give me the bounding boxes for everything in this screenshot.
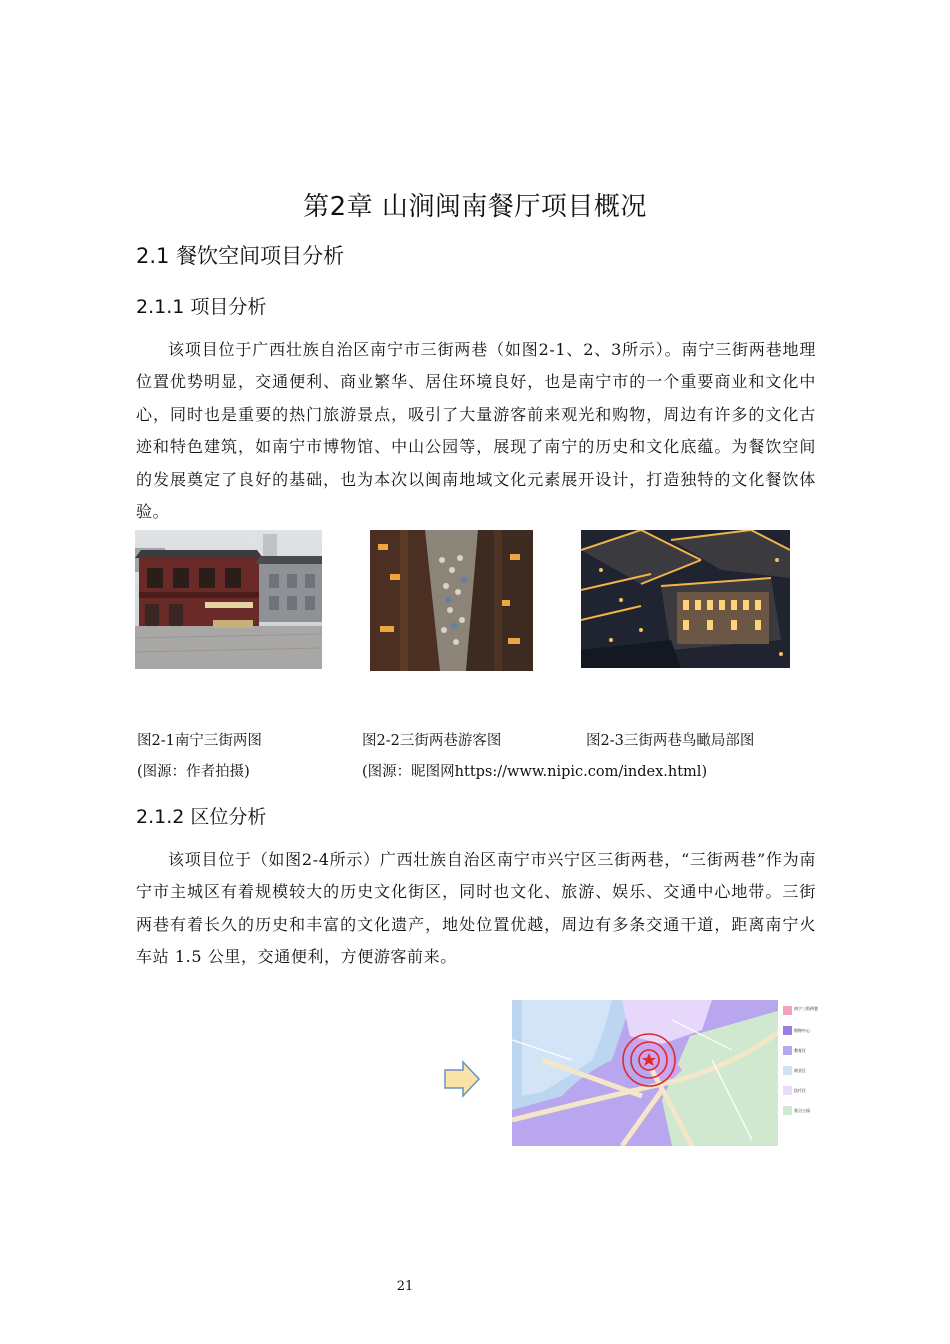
figure-caption-2-2: 图2-2三街两巷游客图 — [362, 733, 502, 749]
section-heading-2-1-2: 2.1.2 区位分析 — [136, 806, 267, 828]
legend-label: 教育区 — [794, 1048, 806, 1053]
section-heading-2-1: 2.1 餐饮空间项目分析 — [136, 244, 345, 268]
legend-label: 南宁三街两巷 — [794, 1006, 818, 1011]
arrow-right-icon — [443, 1060, 481, 1098]
photo-aerial-night — [581, 530, 790, 668]
location-map — [512, 1000, 781, 1146]
legend-label: 购物中心 — [794, 1028, 810, 1033]
figure-caption-2-3: 图2-3三街两巷鸟瞰局部图 — [586, 733, 755, 749]
paragraph-location-analysis: 该项目位于（如图2-4所示）广西壮族自治区南宁市兴宁区三街两巷，“三街两巷”作为南宁市主城区有着规模较大的历史文化街区，同时也文化、旅游、娱乐、交通中心地带。三街两巷有着长久的历史和丰富的文化遗产，地处位置优越，周边有多条交通干道，距离南宁火车站 1.5 公里，交通便利，方便游客前来。 — [136, 850, 816, 967]
figure-caption-2-1: 图2-1南宁三街两图 — [137, 733, 262, 749]
photo-sanjie-building — [135, 530, 322, 669]
figure-source-2: (图源：昵图网https://www.nipic.com/index.html) — [362, 764, 708, 780]
legend-label: 医疗区 — [794, 1088, 806, 1093]
section-heading-2-1-1: 2.1.1 项目分析 — [136, 296, 267, 318]
chapter-title: 第2章 山涧闽南餐厅项目概况 — [303, 192, 647, 222]
map-legend — [781, 1006, 825, 1120]
photo-tourist-street — [370, 530, 533, 671]
legend-label: 商业区 — [794, 1068, 806, 1073]
figure-source-1: (图源：作者拍摄) — [137, 764, 250, 780]
page-number: 21 — [396, 1279, 414, 1294]
legend-label: 景点公园 — [794, 1108, 810, 1113]
paragraph-project-analysis: 该项目位于广西壮族自治区南宁市三街两巷（如图2-1、2、3所示）。南宁三街两巷地理位置优势明显，交通便利、商业繁华、居住环境良好，也是南宁市的一个重要商业和文化中心，同时也是重要的热门旅游景点，吸引了大量游客前来观光和购物，周边有许多的文化古迹和特色建筑，如南宁市博物馆、中山公园等，展现了南宁的历史和文化底蕴。为餐饮空间的发展奠定了良好的基础，也为本次以闽南地域文化元素展开设计，打造独特的文化餐饮体验。 — [136, 340, 816, 522]
